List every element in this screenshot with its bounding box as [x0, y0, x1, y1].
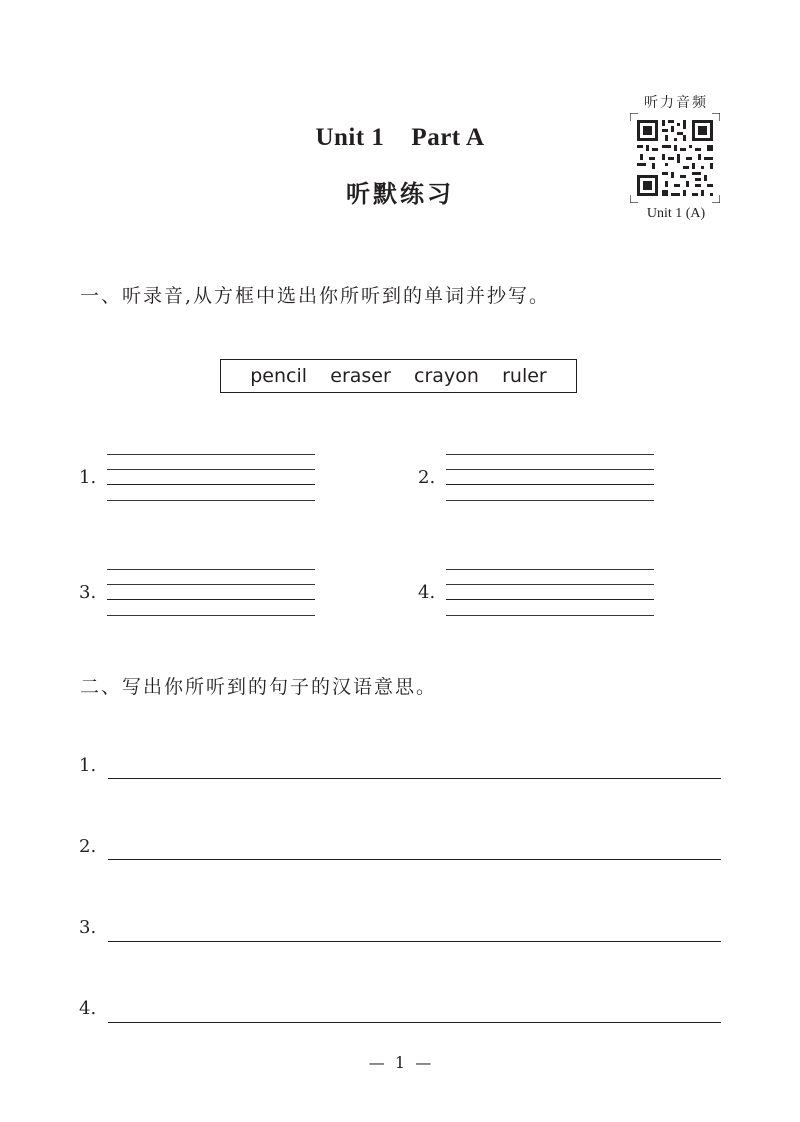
- four-line-writing-area[interactable]: [446, 454, 654, 502]
- section-1-heading: 一、听录音,从方框中选出你所听到的单词并抄写。: [80, 285, 551, 307]
- word-option: crayon: [414, 365, 479, 387]
- section-2-heading: 二、写出你所听到的句子的汉语意思。: [80, 676, 438, 698]
- word-option: ruler: [502, 365, 547, 387]
- item-number: 4.: [418, 582, 436, 603]
- qr-code-icon[interactable]: [630, 113, 720, 203]
- item-number: 3.: [79, 917, 97, 938]
- page-number: — 1 —: [368, 1053, 432, 1072]
- item-number: 3.: [79, 582, 97, 603]
- word-option: eraser: [330, 365, 391, 387]
- four-line-writing-area[interactable]: [107, 569, 315, 617]
- answer-line[interactable]: [108, 859, 721, 860]
- answer-line[interactable]: [108, 941, 721, 942]
- qr-label: 听力音频: [644, 95, 708, 111]
- answer-line[interactable]: [108, 778, 721, 779]
- four-line-writing-area[interactable]: [107, 454, 315, 502]
- word-box: [220, 359, 577, 393]
- page-title: Unit 1 Part A: [315, 124, 485, 151]
- item-number: 2.: [418, 467, 436, 488]
- item-number: 1.: [79, 755, 97, 776]
- word-option: pencil: [250, 365, 308, 387]
- qr-caption: Unit 1 (A): [646, 206, 706, 221]
- item-number: 4.: [79, 998, 97, 1019]
- page-subtitle: 听默练习: [346, 179, 454, 208]
- item-number: 1.: [79, 467, 97, 488]
- answer-line[interactable]: [108, 1022, 721, 1023]
- four-line-writing-area[interactable]: [446, 569, 654, 617]
- item-number: 2.: [79, 836, 97, 857]
